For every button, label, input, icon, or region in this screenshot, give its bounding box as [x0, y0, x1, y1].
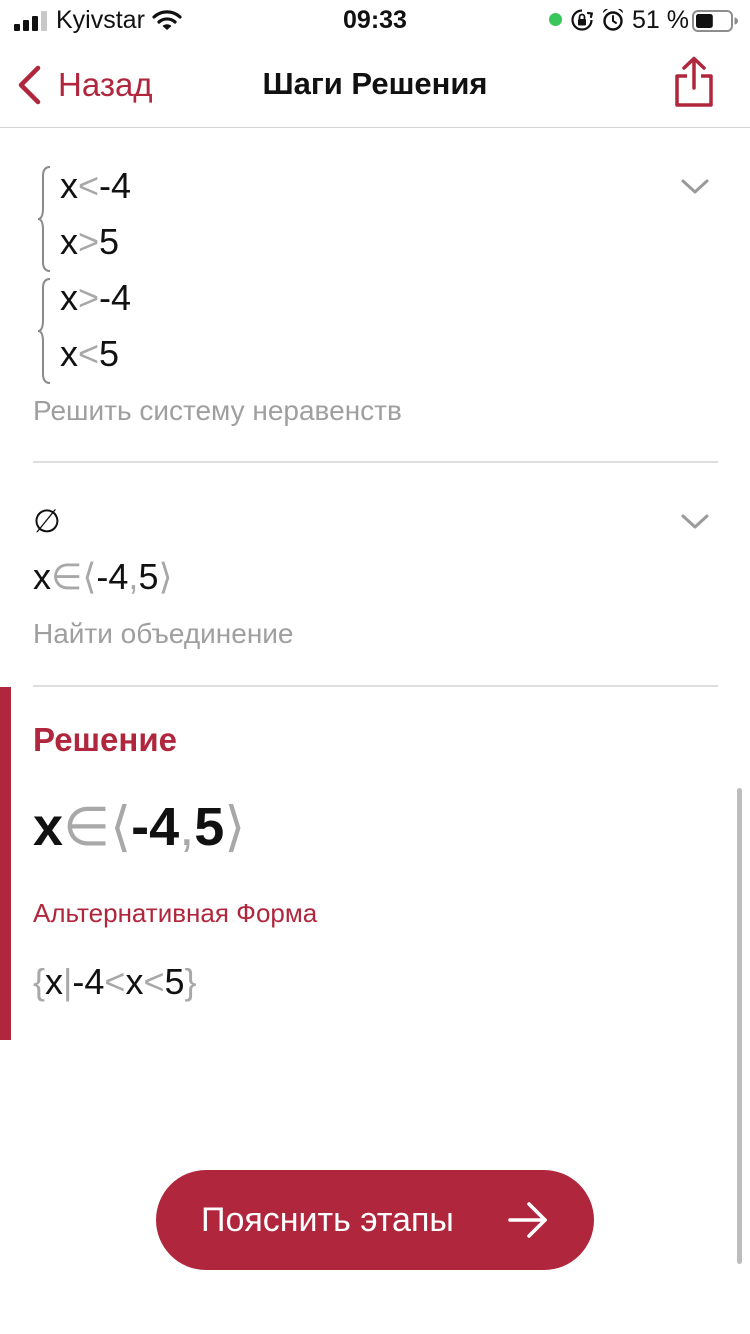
status-bar	[0, 0, 750, 42]
alarm-icon	[601, 7, 625, 33]
inequality: x<5	[60, 333, 120, 374]
share-icon[interactable]	[672, 56, 716, 108]
nav-bar	[0, 42, 750, 128]
status-time: 09:33	[343, 6, 407, 34]
scroll-indicator[interactable]	[737, 788, 742, 1264]
chevron-down-icon[interactable]	[680, 177, 710, 197]
arrow-right-icon	[506, 1200, 550, 1240]
chevron-left-icon	[14, 65, 44, 105]
inequality: x<-4	[60, 165, 132, 206]
alternative-form: {x|-4<x<5}	[33, 961, 197, 1002]
inequality: x>5	[60, 221, 120, 262]
system-brace	[36, 276, 52, 386]
orientation-lock-icon	[570, 8, 594, 32]
battery-icon	[692, 10, 738, 32]
inequality: x>-4	[60, 277, 132, 318]
union-result: x∈⟨-4,5⟩	[33, 556, 173, 597]
explain-steps-label: Пояснить этапы	[201, 1201, 454, 1239]
system-brace	[36, 164, 52, 274]
solution-title: Решение	[33, 721, 177, 758]
page-title: Шаги Решения	[262, 66, 488, 101]
chevron-down-icon[interactable]	[680, 512, 710, 532]
step-caption: Решить систему неравенств	[33, 395, 402, 426]
privacy-indicator-dot	[549, 13, 562, 26]
explain-steps-button[interactable]	[156, 1170, 594, 1270]
solution-accent-bar	[0, 687, 11, 1040]
alternative-form-title: Альтернативная Форма	[33, 898, 318, 928]
solution-result: x∈⟨-4,5⟩	[33, 797, 246, 857]
empty-set: ∅	[33, 503, 61, 539]
step-solve-system[interactable]	[0, 129, 750, 463]
solution-section	[0, 687, 750, 1040]
step-caption: Найти объединение	[33, 618, 294, 649]
back-button-label: Назад	[58, 66, 153, 103]
divider	[33, 461, 718, 463]
battery-percent: 51 %	[632, 6, 689, 34]
step-find-union[interactable]	[0, 464, 750, 686]
carrier-name: Kyivstar	[56, 6, 145, 34]
back-button[interactable]	[14, 62, 153, 108]
